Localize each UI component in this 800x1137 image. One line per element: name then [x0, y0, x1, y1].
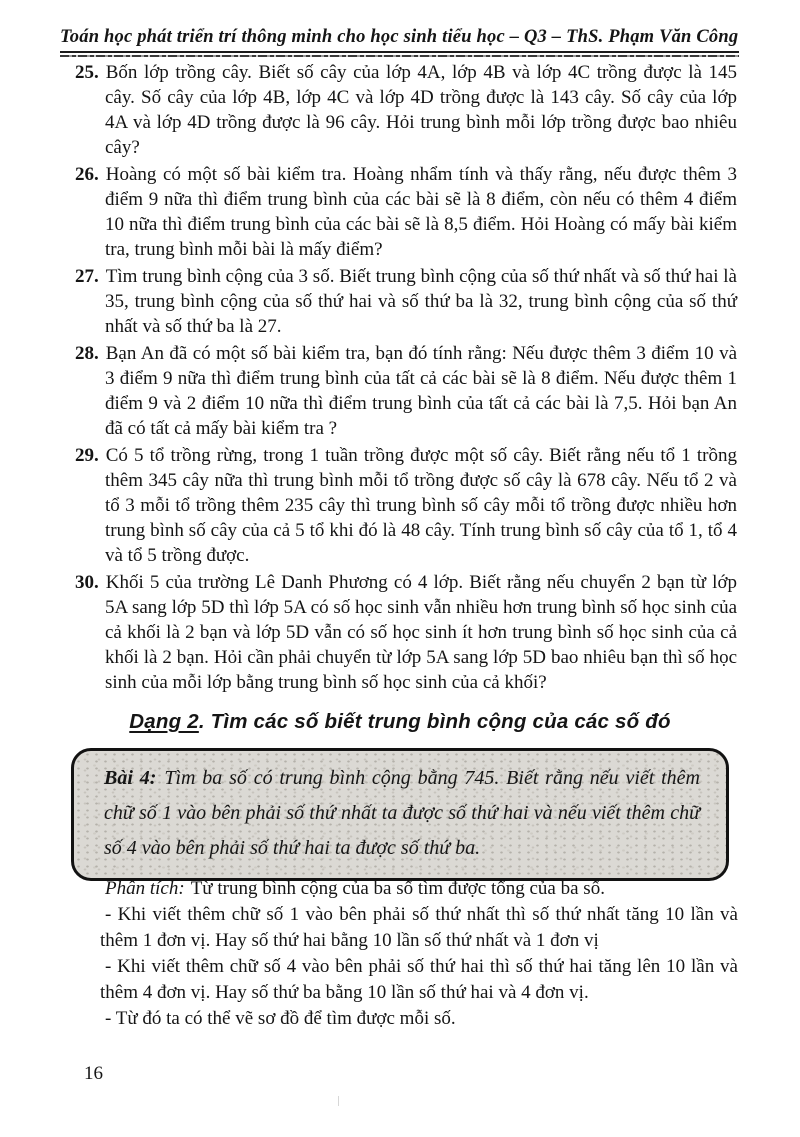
problem-number: 29.: [75, 445, 99, 466]
header-rule-bottom: [60, 55, 739, 57]
analysis-label: Phân tích:: [105, 878, 185, 899]
analysis-bullet: - Khi viết thêm chữ số 1 vào bên phải số thứ nhất thì số thứ nhất tăng 10 lần và thêm 1 đơn vị. Hay số thứ hai bằng 10 lần số thứ nhất và 1 đơn vị: [100, 904, 738, 951]
problem-item-29: [75, 443, 737, 568]
problem-item-27: [75, 264, 737, 339]
analysis-bullet: - Từ đó ta có thể vẽ sơ đồ để tìm được mỗi số.: [105, 1008, 456, 1029]
problem-item-28: [75, 341, 737, 441]
problem-text: Hoàng có một số bài kiểm tra. Hoàng nhẩm tính và thấy rằng, nếu được thêm 3 điểm 9 nữa thì điểm trung bình của các bài sẽ là 8 điểm, còn nếu có thêm 4 điểm 10 nữa thì điểm trung bình của các bài sẽ là 8,5 điểm. Hỏi Hoàng có mấy bài kiểm tra, trung bình mỗi bài là mấy điểm?: [105, 164, 737, 260]
analysis-bullet: - Khi viết thêm chữ số 4 vào bên phải số thứ hai thì số thứ hai tăng lên 10 lần và thêm 4 đơn vị. Hay số thứ ba bằng 10 lần số thứ hai và 4 đơn vị.: [100, 956, 738, 1003]
problem-text: Khối 5 của trường Lê Danh Phương có 4 lớp. Biết rằng nếu chuyển 2 bạn từ lớp 5A sang lớp 5D thì lớp 5A có số học sinh vẫn nhiều hơn trung bình số học sinh của cả khối là 2 bạn và lớp 5D vẫn có số học sinh ít hơn trung bình số học sinh của cả khối là 2 bạn. Hỏi cần phải chuyển từ lớp 5A sang lớp 5D bao nhiêu bạn thì số học sinh của mỗi lớp bằng trung bình số học sinh của cả khối?: [105, 572, 737, 693]
section-heading-label: Dạng 2: [129, 710, 199, 733]
problem-text: Bốn lớp trồng cây. Biết số cây của lớp 4A, lớp 4B và lớp 4C trồng được là 145 cây. Số cây của lớp 4B, lớp 4C và lớp 4D trồng được là 143 cây. Số cây của lớp 4A và lớp 4D trồng được là 96 cây. Hỏi trung bình mỗi lớp trồng được bao nhiêu cây?: [105, 62, 737, 158]
problem-number: 28.: [75, 343, 99, 364]
header-rule-top: [60, 51, 739, 53]
problem-text: Bạn An đã có một số bài kiểm tra, bạn đó tính rằng: Nếu được thêm 3 điểm 10 và 3 điểm 9 nữa thì điểm trung bình của tất cả các bài sẽ là 8 điểm. Nếu được thêm 1 điểm 9 và 2 điểm 10 nữa thì điểm trung bình của tất cả các bài là 7,5. Hỏi bạn An đã có tất cả mấy bài kiểm tra ?: [105, 343, 737, 439]
analysis-intro-text: Từ trung bình cộng của ba số tìm được tổng của ba số.: [190, 878, 605, 899]
problem-number: 25.: [75, 62, 99, 83]
running-head-title: Toán học phát triển trí thông minh cho học sinh tiểu học – Q3 – ThS. Phạm Văn Công: [60, 27, 739, 47]
problem-item-25: [75, 60, 737, 160]
problem-item-26: [75, 162, 737, 262]
running-head: [60, 27, 739, 57]
example-problem-box: [71, 748, 729, 881]
section-heading: [60, 710, 740, 734]
problem-list: [75, 60, 737, 697]
problem-number: 26.: [75, 164, 99, 185]
problem-text: Có 5 tổ trồng rừng, trong 1 tuần trồng được một số cây. Biết rằng nếu tổ 1 trồng thêm 345 cây nữa thì trung bình mỗi tổ trồng được số cây là 678 cây. Nếu tổ 2 và tổ 3 mỗi tổ trồng thêm 235 cây thì trung bình số cây mỗi tổ trồng được nhiều hơn trung bình số cây của cả 5 tổ khi đó là 48 cây. Tính trung bình số cây của tổ 1, tổ 4 và tổ 5 trồng được.: [105, 445, 737, 566]
section-heading-text: . Tìm các số biết trung bình cộng của các số đó: [198, 710, 671, 733]
example-label: Bài 4:: [104, 767, 157, 789]
problem-number: 30.: [75, 572, 99, 593]
analysis-section: [100, 876, 738, 1032]
page-number: 16: [84, 1063, 103, 1084]
problem-number: 27.: [75, 266, 99, 287]
problem-item-30: [75, 570, 737, 695]
problem-text: Tìm trung bình cộng của 3 số. Biết trung bình cộng của số thứ nhất và số thứ hai là 35, trung bình cộng của số thứ hai và số thứ ba là 32, trung bình cộng của số thứ nhất và số thứ ba là 27.: [105, 266, 737, 337]
analysis-intro: [100, 876, 738, 902]
example-text: Tìm ba số có trung bình cộng bằng 745. Biết rằng nếu viết thêm chữ số 1 vào bên phải số thứ nhất ta được số thứ hai và nếu viết thêm chữ số 4 vào bên phải số thứ hai ta được số thứ ba.: [104, 767, 701, 859]
scan-artifact: [338, 1096, 339, 1106]
